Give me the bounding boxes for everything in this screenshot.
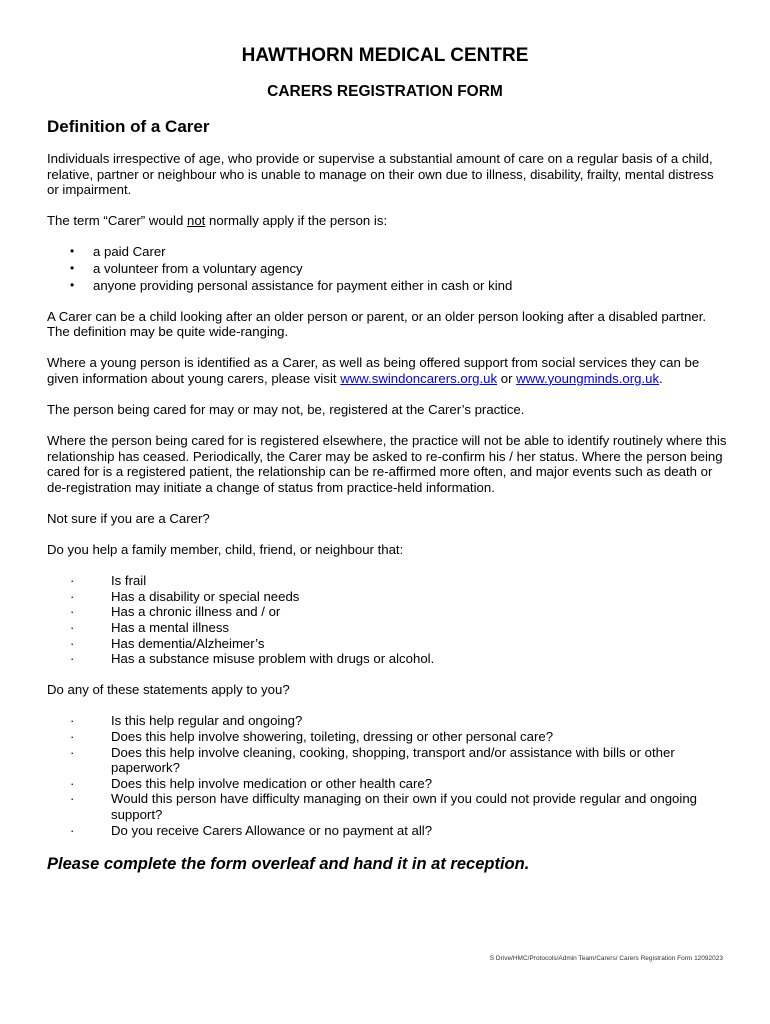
dot-icon: · — [70, 619, 75, 635]
document-title: HAWTHORN MEDICAL CENTRE — [241, 45, 529, 66]
list-item-text: a paid Carer — [93, 244, 166, 260]
list-item — [47, 651, 727, 667]
dot-icon: · — [70, 713, 75, 729]
list-item-text: Does this help involve cleaning, cooking, shopping, transport and/or assistance with bills or other paperwork? — [111, 744, 675, 776]
swindoncarers-link[interactable]: www.swindoncarers.org.uk — [340, 370, 498, 386]
list-item — [47, 823, 727, 839]
list-item — [47, 573, 727, 589]
help-question-paragraph: Do you help a family member, child, friend, or neighbour that: — [47, 542, 404, 558]
dot-icon: · — [70, 604, 75, 620]
footer-file-path: S Drive/HMC/Protocols/Admin Team/Carers/ Carers Registration Form 12092023 — [489, 955, 723, 962]
list-item-text: Has a substance misuse problem with drugs or alcohol. — [111, 651, 435, 667]
list-item-text: Do you receive Carers Allowance or no payment at all? — [111, 822, 433, 838]
list-item — [47, 745, 727, 776]
dot-icon: · — [70, 573, 75, 589]
dot-icon: · — [70, 588, 75, 604]
list-item — [47, 604, 727, 620]
list-item-text: Has dementia/Alzheimer’s — [111, 635, 265, 651]
dot-icon: · — [70, 775, 75, 791]
bullet-icon: • — [70, 277, 75, 292]
list-item — [47, 729, 727, 745]
list-item-text: Has a chronic illness and / or — [111, 604, 281, 620]
term-paragraph — [47, 213, 727, 229]
exclusions-list — [47, 244, 727, 293]
bullet-icon: • — [70, 244, 75, 259]
form-subtitle: CARERS REGISTRATION FORM — [267, 83, 503, 100]
document-body — [47, 117, 727, 874]
list-item — [47, 278, 727, 294]
not-sure-paragraph: Not sure if you are a Carer? — [47, 511, 210, 526]
list-item — [47, 713, 727, 729]
list-item-text: Does this help involve showering, toileting, dressing or other personal care? — [111, 728, 554, 744]
young-carer-paragraph — [47, 355, 727, 386]
term-underlined: not — [186, 213, 206, 229]
youngminds-link[interactable]: www.youngminds.org.uk — [516, 370, 660, 386]
definition-paragraph: Individuals irrespective of age, who provide or supervise a substantial amount of care on a regular basis of a child, relative, partner or neighbour who is unable to manage on their own due to illness, disability, frailty, mental distress or impairment. — [47, 151, 714, 198]
list-item-text: anyone providing personal assistance for payment either in cash or kind — [93, 277, 513, 293]
dot-icon: · — [70, 651, 75, 667]
closing-instruction: Please complete the form overleaf and hand it in at reception. — [47, 854, 530, 873]
list-item — [47, 261, 727, 277]
list-item-text: Does this help involve medication or other health care? — [111, 775, 433, 791]
list-item-text: Has a mental illness — [111, 619, 230, 635]
statements-list — [47, 713, 727, 838]
term-prefix: The term “Carer” would — [47, 213, 187, 229]
registration-note-paragraph: The person being cared for may or may not, be, registered at the Carer’s practice. — [47, 402, 525, 418]
list-item — [47, 791, 727, 822]
list-item — [47, 776, 727, 792]
bullet-icon: • — [70, 260, 75, 275]
list-item — [47, 620, 727, 636]
dot-icon: · — [70, 822, 75, 838]
list-item-text: Is frail — [111, 573, 147, 589]
dot-icon: · — [70, 744, 75, 760]
elsewhere-note-paragraph: Where the person being cared for is registered elsewhere, the practice will not be able to identify routinely where this relationship has ceased. Periodically, the Carer may be asked to re-confirm his / her status. Where the person being cared for is a registered patient, the relationship can be re-affirmed more often, and major events such as death or de-registration may initiate a change of status from practice-held information. — [47, 433, 727, 495]
term-suffix: normally apply if the person is: — [205, 213, 388, 229]
carer-scope-paragraph: A Carer can be a child looking after an older person or parent, or an older person looking after a disabled partner. The definition may be quite wide-ranging. — [47, 308, 707, 340]
list-item — [47, 636, 727, 652]
section-heading: Definition of a Carer — [47, 117, 210, 136]
link-end-text: . — [659, 370, 663, 386]
young-carer-text: Where a young person is identified as a Carer, as well as being offered support from social services they can be given information about young carers, please visit — [47, 355, 700, 386]
statements-question-paragraph: Do any of these statements apply to you? — [47, 682, 290, 698]
list-item — [47, 244, 727, 260]
dot-icon: · — [70, 635, 75, 651]
list-item-text: Has a disability or special needs — [111, 588, 300, 604]
list-item — [47, 589, 727, 605]
conditions-list — [47, 573, 727, 667]
dot-icon: · — [70, 728, 75, 744]
list-item-text: Would this person have difficulty managing on their own if you could not provide regular and ongoing support? — [111, 791, 697, 822]
dot-icon: · — [70, 791, 75, 807]
list-item-text: a volunteer from a voluntary agency — [93, 260, 303, 276]
link-join-text: or — [497, 370, 517, 386]
list-item-text: Is this help regular and ongoing? — [111, 713, 303, 729]
